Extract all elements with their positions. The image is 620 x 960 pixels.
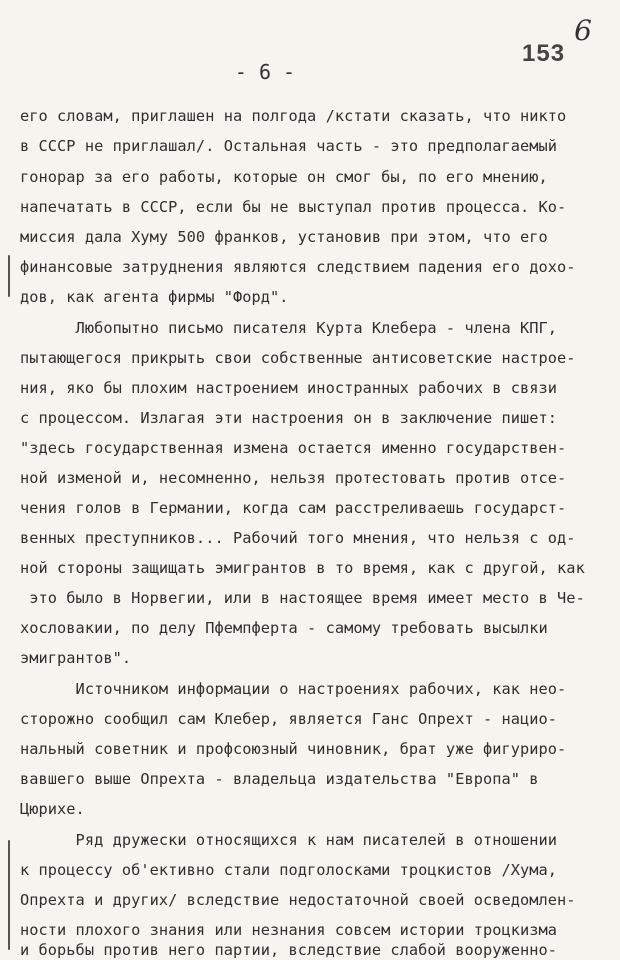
text-line: его словам, приглашен на полгода /кстати сказать, что никто bbox=[20, 107, 567, 125]
text-line: сторожно сообщил сам Клебер, является Ганс Опрехт - нацио- bbox=[20, 710, 558, 728]
text-line: вавшего выше Опрехта - владельца издательства "Европа" в bbox=[20, 770, 539, 788]
text-line: хословакии, по делу Пфемпферта - самому требовать высылки bbox=[20, 619, 548, 637]
text-line: миссия дала Хуму 500 франков, установив при этом, что его bbox=[20, 228, 548, 246]
text-line: с процессом. Излагая эти настроения он в заключение пишет: bbox=[20, 409, 558, 427]
text-line: к процессу об'ективно стали подголосками троцкистов /Хума, bbox=[20, 861, 558, 879]
text-line: напечатать в СССР, если бы не выступал против процесса. Ко- bbox=[20, 198, 567, 216]
text-line: Источником информации о настроениях рабочих, как нео- bbox=[20, 680, 567, 698]
text-line: нальный советник и профсоюзный чиновник, брат уже фигуриро- bbox=[20, 740, 567, 758]
text-line: "здесь государственная измена остается именно государствен- bbox=[20, 439, 567, 457]
text-line: чения голов в Германии, когда сам расстреливаешь государст- bbox=[20, 499, 567, 517]
text-line: пытающегося прикрыть свои собственные антисоветские настрое- bbox=[20, 349, 576, 367]
text-line: и борьбы против него партии, вследствие слабой вооруженно- bbox=[20, 941, 558, 959]
text-line: ной стороны защищать эмигрантов в то время, как с другой, как bbox=[20, 559, 585, 577]
text-line: Цюрихе. bbox=[20, 800, 85, 818]
text-line: Ряд дружески относящихся к нам писателей в отношении bbox=[20, 831, 558, 849]
text-line: финансовые затруднения являются следствием падения его дохо- bbox=[20, 258, 576, 276]
text-line: венных преступников... Рабочий того мнения, что нельзя с од- bbox=[20, 529, 576, 547]
handwritten-page-number: 6 bbox=[574, 14, 592, 47]
text-line: дов, как агента фирмы "Форд". bbox=[20, 288, 289, 306]
margin-mark bbox=[8, 840, 10, 950]
text-line: ной изменой и, несомненно, нельзя протестовать против отсе- bbox=[20, 469, 567, 487]
text-line: гонорар за его работы, которые он смог бы, по его мнению, bbox=[20, 168, 548, 186]
text-line: Любопытно письмо писателя Курта Клебера - члена КПГ, bbox=[20, 319, 558, 337]
archive-sheet-number: 153 bbox=[522, 40, 566, 67]
text-line: Опрехта и других/ вследствие недостаточной своей осведомлен- bbox=[20, 891, 576, 909]
text-line: это было в Норвегии, или в настоящее время имеет место в Че- bbox=[20, 589, 585, 607]
text-line: ния, яко бы плохим настроением иностранных рабочих в связи bbox=[20, 379, 558, 397]
margin-mark bbox=[8, 255, 10, 297]
page-number: - 6 - bbox=[234, 60, 296, 84]
text-line: эмигрантов". bbox=[20, 649, 132, 667]
text-line: ности плохого знания или незнания совсем истории троцкизма bbox=[20, 921, 558, 939]
text-line: в СССР не приглашал/. Остальная часть - это предполагаемый bbox=[20, 137, 558, 155]
